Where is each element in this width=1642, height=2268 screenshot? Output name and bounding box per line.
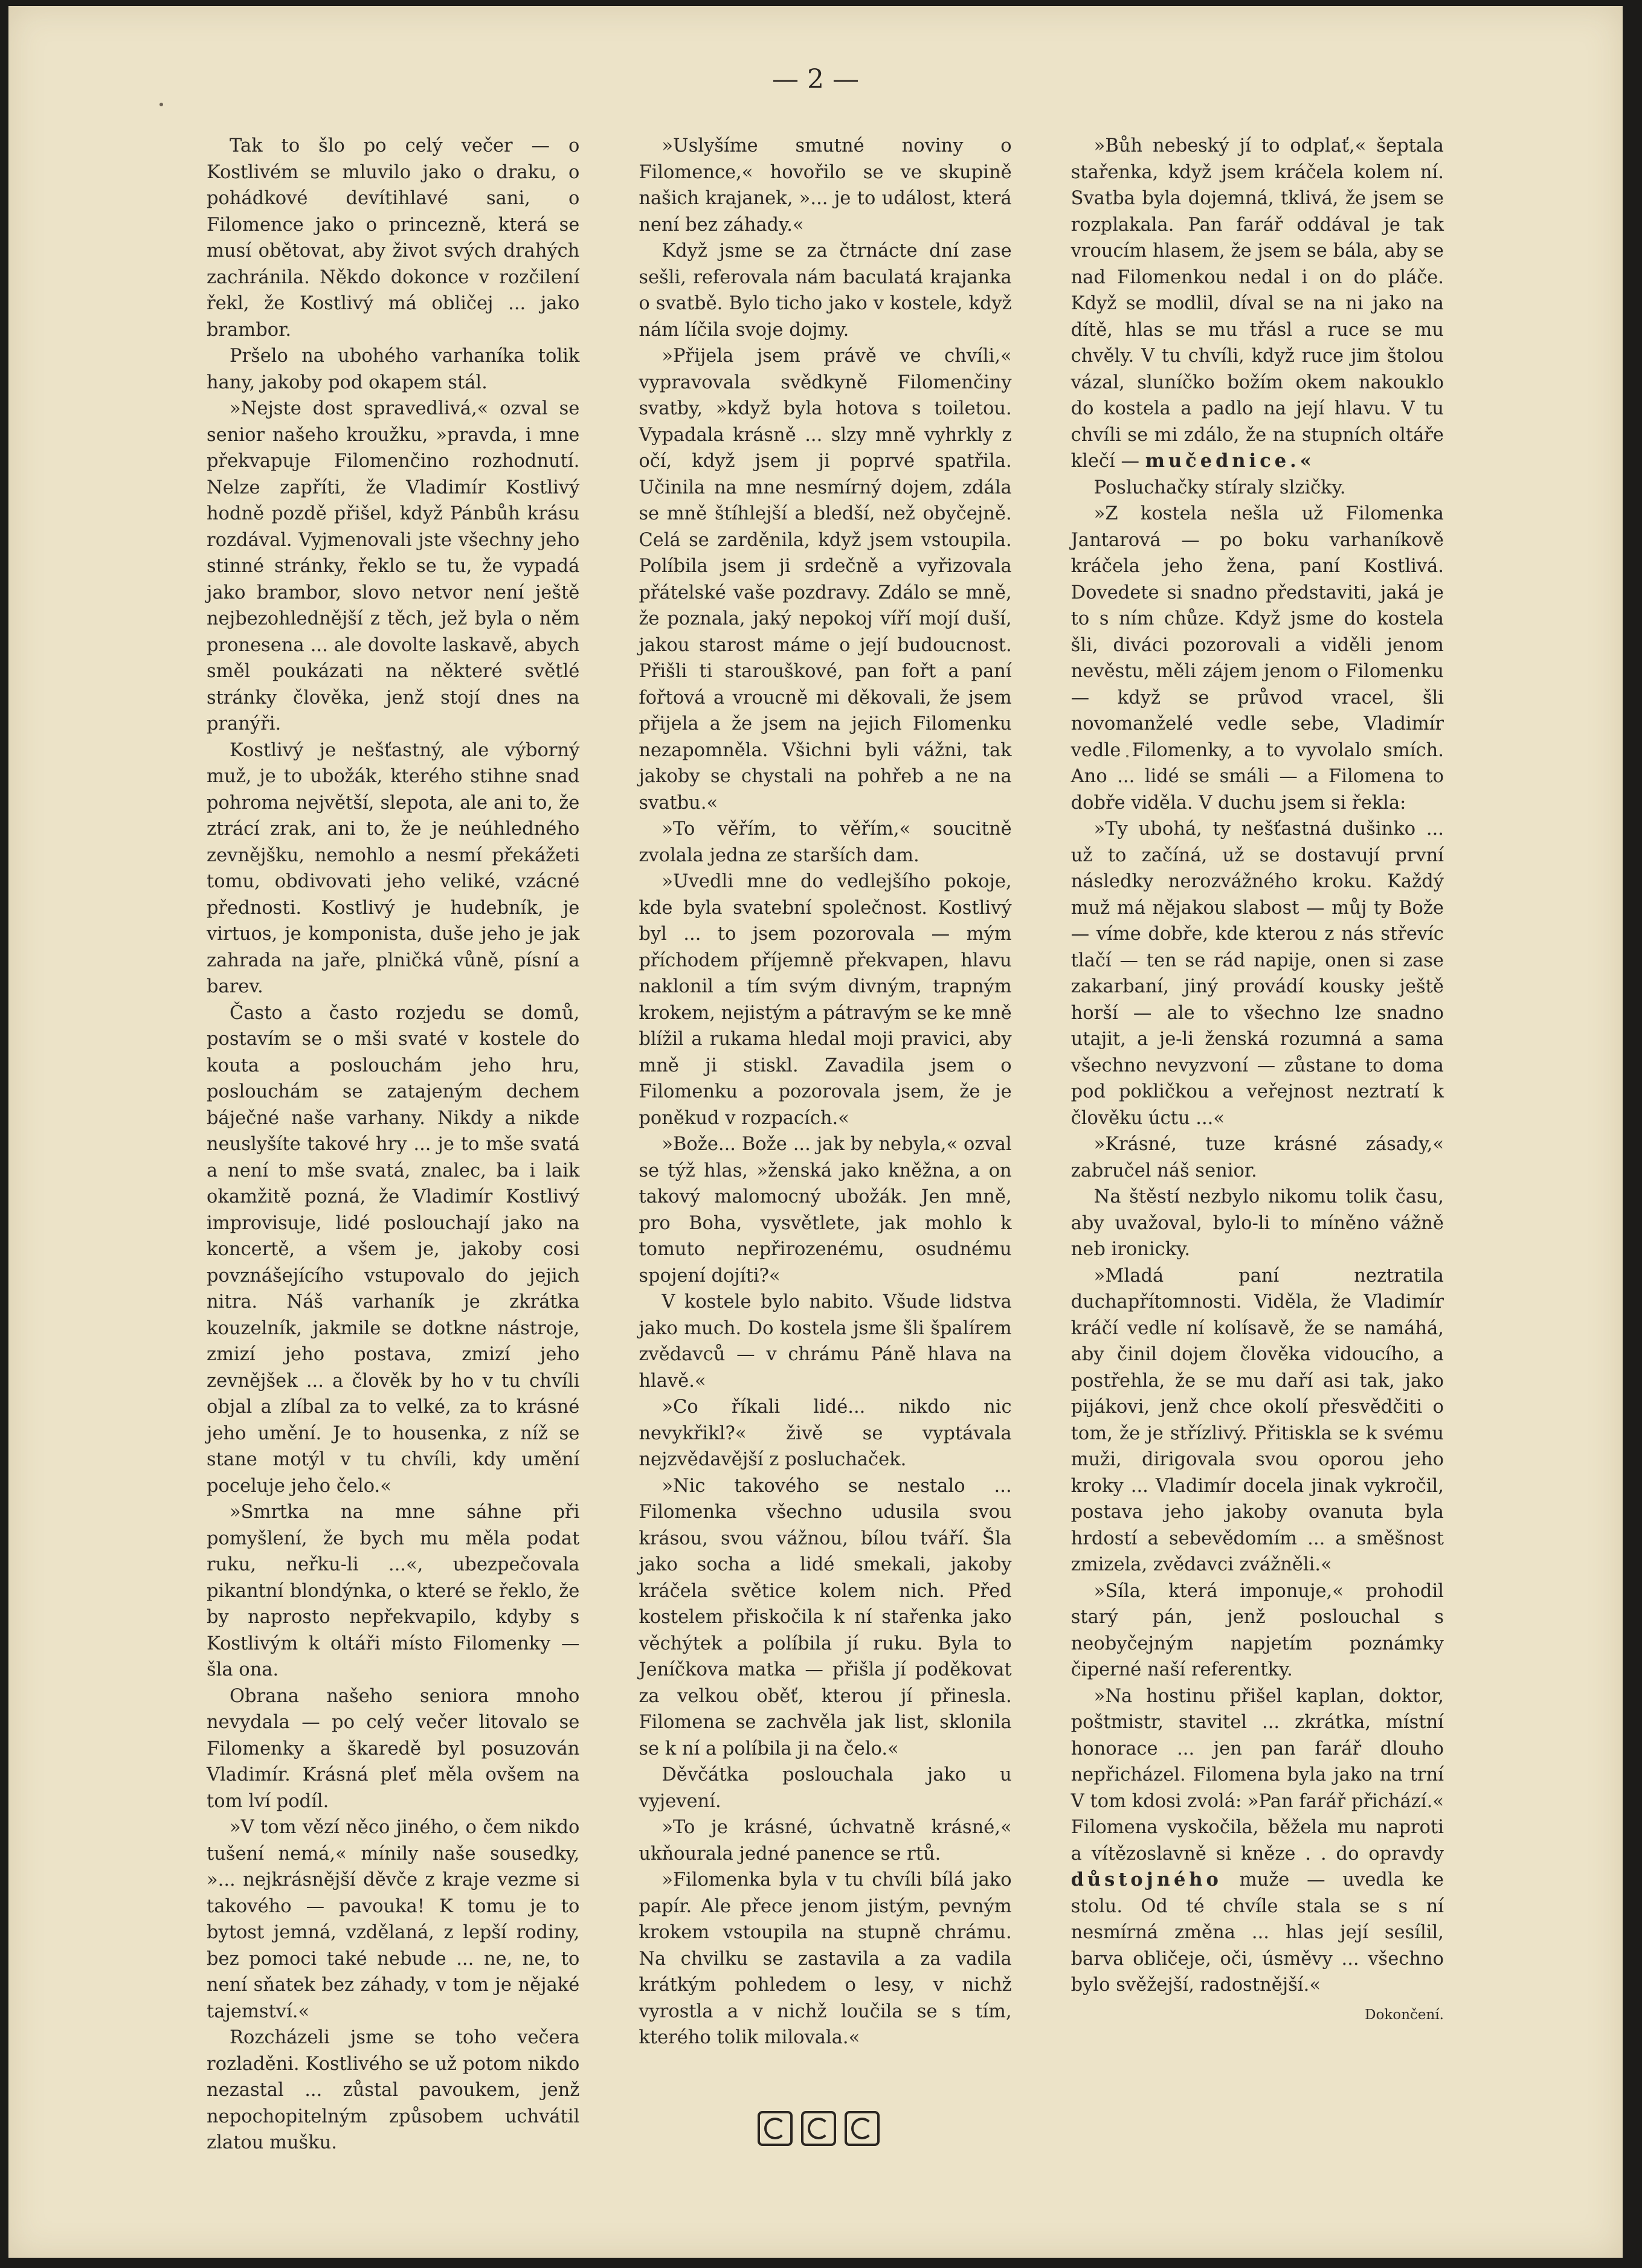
newspaper-page: [8, 6, 1623, 2258]
scroll-ornament-icon: [801, 2111, 836, 2146]
scroll-ornament-icon: [758, 2111, 793, 2146]
paragraph: »To je krásné, úchvatně krásné,« ukňourala jedné panence se rtů.: [639, 1817, 1012, 1865]
paragraph: »Uvedli mne do vedlejšího pokoje, kde byla svatební společnost. Kostlivý byl ... to jsem pozorovala — mým příchodem příjemně překvapen, hlavu naklonil a tím svým divným, trapným krokem, nejistým a pátravým se ke mně blížil a rukama hledal moji pravici, aby mně ji stiskl. Zavadila jsem o Filomenku a pozorovala jsem, že je poněkud v rozpacích.«: [639, 871, 1012, 1129]
paragraph: »Filomenka byla v tu chvíli bílá jako papír. Ale přece jenom jistým, pevným krokem vstoupila na stupně chrámu. Na chvilku se zastavila a za vadila krátkým pohledem o lesy, v nichž vyrostla a v nichž loučila se s tím, kterého tolik milovala.«: [639, 1869, 1012, 2048]
paragraph: »Uslyšíme smutné noviny o Filomence,« hovořilo se ve skupině našich krajanek, »... je to událost, která není bez záhady.«: [639, 135, 1012, 236]
paragraph: Kostlivý je nešťastný, ale výborný muž, je to ubožák, kterého stihne snad pohroma největší, slepota, ale ani to, že ztrácí zrak, ani to, že je neúhledného zevnějšku, nemohlo a nesmí překážeti tomu, obdivovati jeho veliké, vzácné přednosti. Kostlivý je hudebník, je virtuos, je komponista, duše jeho je jak zahrada na jaře, plničká vůně, písní a barev.: [207, 739, 580, 997]
paragraph: »Síla, která imponuje,« prohodil starý pán, jenž poslouchal s neobyčejným napjetím poznámky čiperné naší referentky.: [1071, 1580, 1444, 1680]
column-3: [1071, 133, 1444, 2054]
paragraph: »To věřím, to věřím,« soucitně zvolala jedna ze starších dam.: [639, 818, 1012, 866]
paragraph: »Mladá paní neztratila duchapřítomnosti. Viděla, že Vladimír kráčí vedle ní kolísavě, že se namáhá, aby činil dojem člověka vidoucího, a postřehla, že se mu daří asi tak, jako pijákovi, jenž chce okolí přesvědčiti o tom, že je střízlivý. Přitiskla se k svému muži, dirigovala svou oporou jeho kroky ... Vladimír docela jinak vykročil, postava jeho jakoby ovanuta byla hrdostí a sebevědomím ... a směšnost zmizela, zvědavci zvážněli.«: [1071, 1265, 1444, 1575]
paragraph: »Přijela jsem právě ve chvíli,« vypravovala svědkyně Filomenčiny svatby, »když byla hotova s toiletou. Vypadala krásně ... slzy mně vyhrkly z očí, když jsem ji poprvé spatřila. Učinila na mne nesmírný dojem, zdála se mně štíhlejší a bledší, než obyčejně. Celá se zarděnila, když jsem vstoupila. Políbila jsem ji srdečně a vyřizovala přátelské vaše pozdravy. Zdálo se mně, že poznala, jaký nepokoj víří mojí duší, jakou starost máme o její budoucnost. Přišli ti starouškové, pan fořt a paní fořtová a vroucně mi děkovali, že jsem přijela a že jsem na jejich Filomenku nezapomněla. Všichni byli vážni, tak jakoby se chystali na pohřeb a ne na svatbu.«: [639, 345, 1012, 814]
paragraph: »Co říkali lidé... nikdo nic nevykřikl?« živě se vyptávala nejzvědavější z posluchaček.: [639, 1396, 1012, 1470]
paragraph: [1071, 1683, 1444, 1999]
paragraph: »Krásné, tuze krásné zásady,« zabručel náš senior.: [1071, 1134, 1444, 1181]
column-1: [207, 133, 580, 2153]
paragraph: »V tom vězí něco jiného, o čem nikdo tušení nemá,« mínily naše sousedky, »... nejkrásnější děvče z kraje vezme si takového — pavouka! K tomu je to bytost jemná, vzdělaná, z lepší rodiny, bez pomoci také nebude ... ne, ne, to není sňatek bez záhady, v tom je nějaké tajemství.«: [207, 1817, 580, 2022]
paragraph: »Z kostela nešla už Filomenka Jantarová — po boku varhaníkově kráčela jeho žena, paní Kostlivá. Dovedete si snadno představiti, jaká je to s ním chůze. Když jsme do kostela šli, diváci pozorovali a viděli jenom nevěstu, měli zájem jenom o Filomenku — když se průvod vracel, šli novomanželé vedle sebe, Vladimír vedle Filomenky, a to vyvolalo smích. Ano ... lidé se smáli — a Filomena to dobře viděla. V duchu jsem si řekla:: [1071, 503, 1444, 814]
paragraph: Často a často rozjedu se domů, postavím se o mši svaté v kostele do kouta a poslouchám jeho hru, poslouchám se zatajeným dechem báječné naše varhany. Nikdy a nikde neuslyšíte takové hry ... je to mše svatá a není to mše svatá, znalec, ba i laik okamžitě pozná, že Vladimír Kostlivý improvisuje, lidé poslouchají jako na koncertě, a všem je, jakoby cosi povznášejícího vstupovalo do jejich nitra. Náš varhaník je zkrátka kouzelník, jakmile se dotkne nástroje, zmizí jeho postava, zmizí jeho zevnějšek ... a člověk by ho v tu chvíli objal a zlíbal za to velké, za to krásné jeho umění. Je to housenka, z níž se stane motýl v tu chvíli, kdy umění poceluje jeho čelo.«: [207, 1002, 580, 1497]
paragraph: Pršelo na ubohého varhaníka tolik hany, jakoby pod okapem stál.: [207, 345, 580, 393]
paragraph: Děvčátka poslouchala jako u vyjevení.: [639, 1764, 1012, 1812]
paragraph: Rozcházeli jsme se toho večera rozladěni. Kostlivého se už potom nikdo nezastal ... zůstal pavoukem, jenž nepochopitelným způsobem uchvátil zlatou mušku.: [207, 2027, 580, 2153]
paragraph: Obrana našeho seniora mnoho nevydala — po celý večer litovalo se Filomenky a škaredě byl posuzován Vladimír. Krásná pleť měla ovšem na tom lví podíl.: [207, 1685, 580, 1812]
paragraph-text: »Na hostinu přišel kaplan, doktor, poštmistr, stavitel ... zkrátka, místní honorace ... jen pan farář dlouho nepřicházel. Filomena byla jako na trní V tom kdosi zvolá: »Pan farář přichází.« Filomena vyskočila, běžela mu naproti a vítězoslavně si kněze . . do opravdy: [1071, 1685, 1444, 1865]
paragraph: V kostele bylo nabito. Všude lidstva jako much. Do kostela jsme šli špalírem zvědavců — v chrámu Páně hlava na hlavě.«: [639, 1291, 1012, 1392]
paragraph: Posluchačky stíraly slzičky.: [1093, 477, 1346, 498]
text-columns: [207, 133, 1444, 2153]
paragraph: »Bože... Bože ... jak by nebyla,« ozval se týž hlas, »ženská jako kněžna, a on takový malomocný ubožák. Jen mně, pro Boha, vysvětlete, jak mohlo k tomuto nepřirozenému, osudnému spojení dojíti?«: [639, 1134, 1012, 1287]
paper-speck: [159, 103, 163, 106]
emphasis-spaced: mučednice.«: [1145, 450, 1315, 472]
paragraph-text: muže — uvedla ke stolu. Od té chvíle stala se s ní nesmírná změna ... hlas její sesílil, barva obličeje, oči, úsměvy ... všechno bylo svěžejší, radostnější.«: [1071, 1869, 1444, 1996]
continuation-note: Dokončení.: [1365, 2006, 1444, 2023]
paragraph: »Nic takového se nestalo ... Filomenka všechno udusila svou krásou, svou vážnou, bílou tváří. Šla jako socha a lidé smekali, jakoby kráčela světice kolem nich. Před kostelem přiskočila k ní stařenka jako věchýtek a políbila jí ruku. Byla to Jeníčkova matka — přišla jí poděkovat za velkou oběť, kterou jí přinesla. Filomena se zachvěla jak list, sklonila se k ní a políbila ji na čelo.«: [639, 1475, 1012, 1759]
column-2: [639, 133, 1011, 2054]
paragraph: [1071, 133, 1444, 475]
page-number: — 2 —: [772, 64, 859, 95]
end-ornament: [758, 2111, 880, 2146]
paragraph: »Ty ubohá, ty nešťastná dušinko ... už to začíná, už se dostavují první následky nerozvážného kroku. Každý muž má nějakou slabost — můj ty Bože — víme dobře, kde kterou z nás střevíc tlačí — ten se rád napije, onen si zase zakarbaní, jiný provádí kousky ještě horší — ale to všechno lze snadno utajit, a je-li ženská rozumná a sama všechno nevyzvoní — zůstane to doma pod pokličkou a veřejnost neztratí k člověku úctu ...«: [1071, 818, 1444, 1129]
paragraph-text: »Bůh nebeský jí to odplať,« šeptala stařenka, když jsem kráčela kolem ní. Svatba byla dojemná, tklivá, že jsem se rozplakala. Pan farář oddával je tak vroucím hlasem, že jsem se bála, aby se nad Filomenkou nedal i on do pláče. Když se modlil, díval se na ni jako na dítě, hlas se mu třásl a ruce se mu chvěly. V tu chvíli, když ruce jim štolou vázal, sluníčko božím okem nakouklo do kostela a padlo na její hlavu. V tu chvíli se mi zdálo, že na stupních oltáře klečí —: [1071, 135, 1444, 472]
paragraph: »Smrtka na mne sáhne při pomyšlení, že bych mu měla podat ruku, neřku-li ...«, ubezpečovala pikantní blondýnka, o které se řeklo, že by naprosto nepřekvapilo, kdyby s Kostlivým k oltáři místo Filomenky — šla ona.: [207, 1502, 580, 1680]
scroll-ornament-icon: [845, 2111, 880, 2146]
emphasis-spaced: důstojného: [1071, 1869, 1222, 1891]
paragraph: Na štěstí nezbylo nikomu tolik času, aby uvažoval, bylo-li to míněno vážně neb ironicky.: [1071, 1186, 1444, 1260]
paragraph: »Nejste dost spravedlivá,« ozval se senior našeho kroužku, »pravda, i mne překvapuje Filomenčino rozhodnutí. Nelze zapříti, že Vladimír Kostlivý hodně pozdě přišel, když Pánbůh krásu rozdával. Vyjmenovali jste všechny jeho stinné stránky, řeklo se tu, že vypadá jako brambor, slovo netvor není ještě nejbezohlednější z těch, jež byla o něm pronesena ... ale dovolte laskavě, abych směl poukázati na některé světlé stránky člověka, jenž stojí dnes na pranýři.: [207, 398, 580, 734]
paragraph: Když jsme se za čtrnácte dní zase sešli, referovala nám baculatá krajanka o svatbě. Bylo ticho jako v kostele, když nám líčila svoje dojmy.: [639, 240, 1012, 341]
paragraph: Tak to šlo po celý večer — o Kostlivém se mluvilo jako o draku, o pohádkové devítihlavé sani, o Filomence jako o princezně, která se musí obětovat, aby život svých drahých zachránila. Někdo dokonce v rozčilení řekl, že Kostlivý má obličej ... jako brambor.: [207, 135, 580, 341]
